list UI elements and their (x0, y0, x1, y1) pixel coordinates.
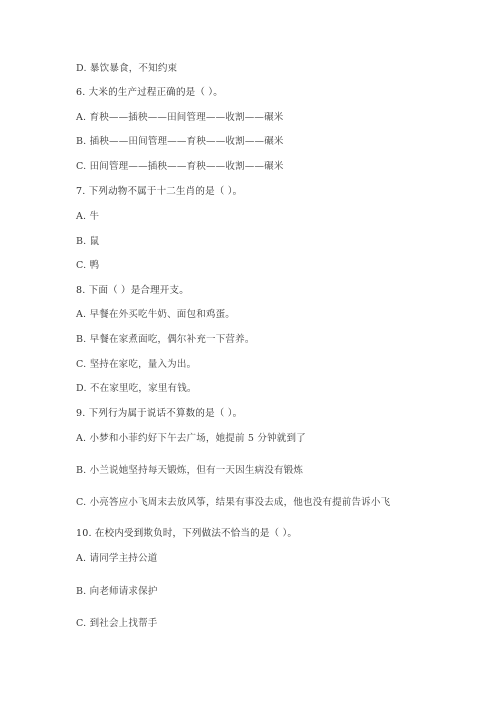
q6-option-a: A. 育秧——插秧——田间管理——收割——碾米 (76, 112, 284, 123)
q8-option-d: D. 不在家里吃，家里有钱。 (76, 383, 197, 394)
q7-option-c: C. 鸭 (76, 260, 100, 271)
q6-option-c: C. 田间管理——插秧——育秧——收割——碾米 (76, 161, 284, 172)
q8-option-a: A. 早餐在外买吃牛奶、面包和鸡蛋。 (76, 309, 236, 320)
q10-option-a: A. 请同学主持公道 (76, 553, 158, 564)
question-10: 10. 在校内受到欺负时，下列做法不恰当的是（ ）。 (76, 528, 298, 539)
q6-option-b: B. 插秧——田间管理——育秧——收割——碾米 (76, 136, 284, 147)
q9-option-c: C. 小亮答应小飞周末去放风筝，结果有事没去成，他也没有提前告诉小飞 (76, 497, 391, 508)
question-8: 8. 下面（ ）是合理开支。 (76, 285, 189, 296)
q7-option-b: B. 鼠 (76, 236, 100, 247)
question-6: 6. 大米的生产过程正确的是（ ）。 (76, 87, 223, 98)
q7-option-a: A. 牛 (76, 211, 100, 222)
q10-option-b: B. 向老师请求保护 (76, 586, 158, 597)
q9-option-b: B. 小兰说她坚持每天锻炼，但有一天因生病没有锻炼 (76, 465, 304, 476)
question-9: 9. 下列行为属于说话不算数的是（ ）。 (76, 408, 243, 419)
q10-option-c: C. 到社会上找帮手 (76, 618, 158, 629)
q8-option-b: B. 早餐在家煮面吃，偶尔补充一下营养。 (76, 334, 255, 345)
question-7: 7. 下列动物不属于十二生肖的是（ ）。 (76, 186, 243, 197)
q5-option-d: D. 暴饮暴食，不知约束 (76, 63, 178, 74)
q8-option-c: C. 坚持在家吃，量入为出。 (76, 359, 197, 370)
q9-option-a: A. 小梦和小菲约好下午去广场，她提前 5 分钟就到了 (76, 433, 306, 444)
